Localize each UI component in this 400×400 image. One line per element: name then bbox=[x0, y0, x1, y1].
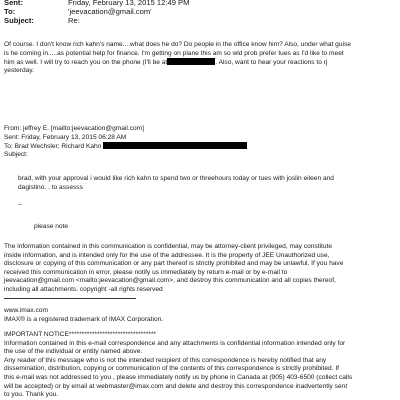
original-message bbox=[18, 175, 400, 192]
confidentiality-notice bbox=[4, 243, 396, 295]
notice-line: this e-mail was not addressed to you , please immediately notify us by phone in Canada at (905) 403-6500 (collect calls bbox=[4, 373, 353, 381]
notice-line: Information contained in this e-mail correspondence and any attachments is confidential information intended only for bbox=[4, 339, 346, 347]
notice-line: will be accepted) or by email at webmaster@imax.com and delete and destroy this correspondence inadvertently sent bbox=[4, 382, 348, 390]
forward-to: To: Brad Wechsler; Richard Kahn bbox=[4, 142, 396, 151]
message-line: brad, with your approval i would like rich kahn to spend two or threehours today or tues with joslin eileen and bbox=[18, 175, 334, 182]
forward-from: From: jeffrey E. [mailto:jeevacation@gmail.com] bbox=[4, 125, 144, 132]
confidential-line: received this communication in error, please notify us immediately by return e-mail or by e-mail to bbox=[4, 268, 288, 276]
forward-subject: Subject: bbox=[4, 150, 28, 158]
reply-body bbox=[4, 41, 396, 75]
forward-sent: Sent: Friday, February 13, 2015 06:28 AM bbox=[4, 133, 127, 141]
sent-value: Friday, February 13, 2015 12:49 PM bbox=[68, 0, 190, 7]
imax-trademark: IMAX® is a registered trademark of IMAX Corporation. bbox=[4, 315, 164, 323]
confidential-line: disclosure or copying of this communication or any part thereof is strictly prohibited and may be unlawful. If you have bbox=[4, 260, 344, 268]
notice-line: to you. Thank you. bbox=[4, 391, 59, 399]
redaction-bar bbox=[103, 142, 247, 149]
notice-line: Any reader of this message who is not the intended recipient of this correspondence is hereby notified that any bbox=[4, 356, 327, 364]
redaction-bar bbox=[167, 58, 215, 65]
reply-line: him as well. I will try to reach you on the phone (I'll be at . Also, want to hear your reactions to rj bbox=[4, 59, 328, 67]
subject-value: Re: bbox=[68, 16, 80, 25]
sent-label: Sent: bbox=[4, 0, 23, 7]
please-note: please note bbox=[34, 223, 69, 230]
confidential-line: jeevacation@gmail.com <mailto:jeevacation@gmail.com>, and destroy this communication and all copies thereof, bbox=[4, 277, 336, 285]
divider bbox=[4, 298, 136, 299]
notice-line: the use of the individual or entity named above. bbox=[4, 348, 143, 356]
confidential-line: inside information, and is intended only for the use of the addressee. It is the property of JEE Unauthorized use, bbox=[4, 251, 330, 259]
forward-header bbox=[4, 125, 396, 159]
reply-line: is he coming in.....as potential help for finance. I'm getting on plane this am so wld prob prefer tues as I'd like to meet bbox=[4, 49, 344, 57]
message-line: dagistino. . to assesss bbox=[18, 183, 83, 191]
confidential-line: The information contained in this communication is confidential, may be attorney-client privileged, may constitute bbox=[4, 243, 333, 250]
to-value: 'jeevacation@gmail.com' bbox=[68, 7, 152, 16]
imax-footer bbox=[4, 307, 396, 324]
reply-line: yesterday. bbox=[4, 66, 34, 74]
subject-label: Subject: bbox=[4, 16, 34, 25]
confidential-line: including all attachments. copyright -all rights reserved bbox=[4, 285, 163, 293]
separator: -- bbox=[18, 201, 23, 208]
to-label: To: bbox=[4, 7, 16, 16]
notice-title: IMPORTANT NOTICE********************************** bbox=[4, 331, 157, 338]
reply-line: Of course. I don't know rich kahn's name....what does he do? Do people in the office know him? Also, under what guise bbox=[4, 41, 351, 48]
notice-line: dissemination, distribution, copying or communication of the contents of this correspondence is strictly prohibited. If bbox=[4, 365, 339, 373]
imax-url: www.imax.com bbox=[4, 307, 48, 314]
important-notice bbox=[4, 331, 396, 400]
